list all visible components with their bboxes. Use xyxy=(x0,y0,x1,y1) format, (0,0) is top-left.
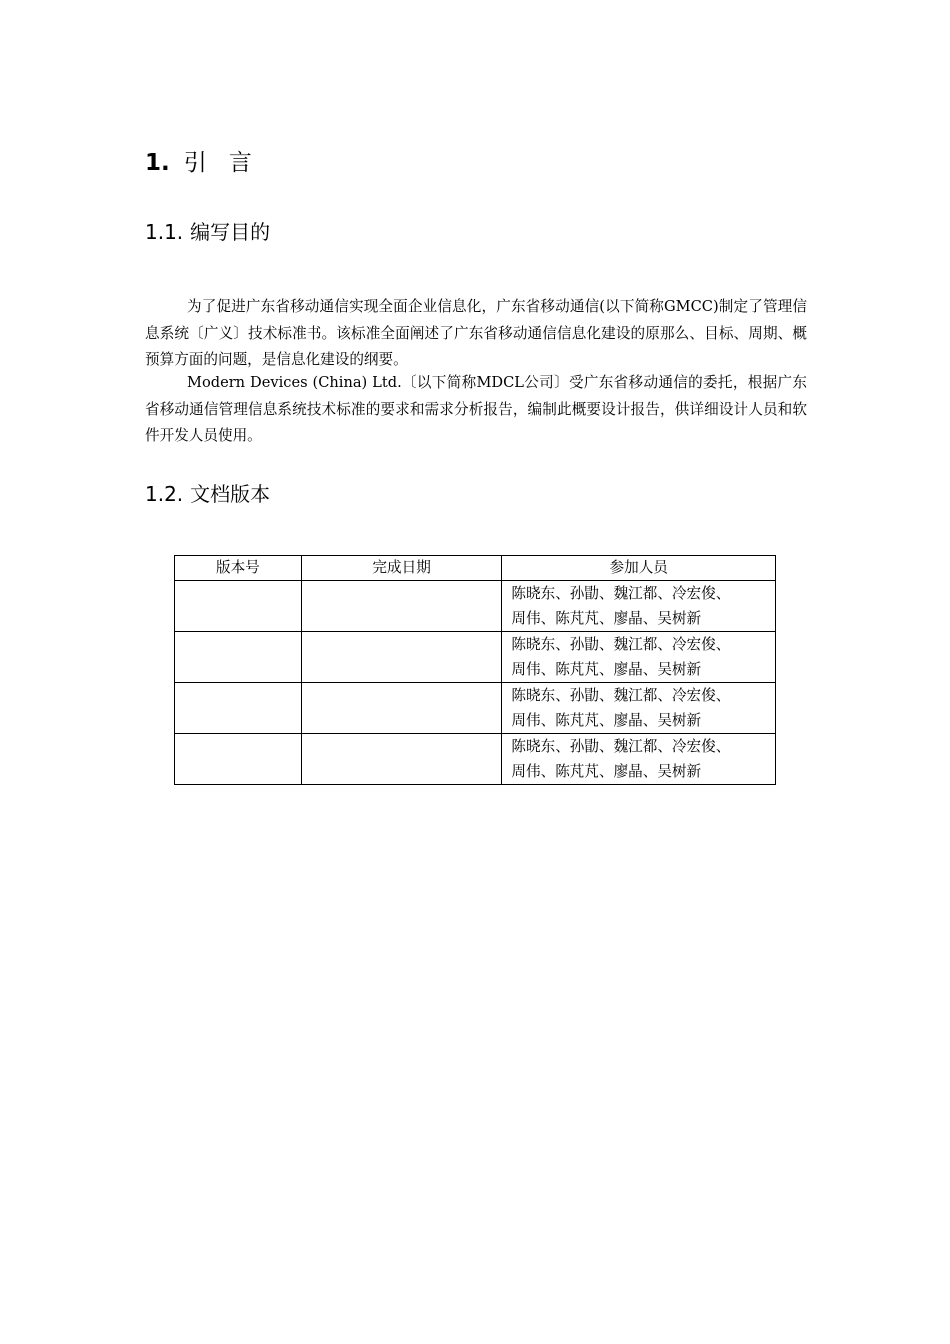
date-cell xyxy=(301,683,502,734)
date-cell xyxy=(301,734,502,785)
participants-cell xyxy=(502,632,776,683)
participants-line: 周伟、陈芃芃、廖晶、吴树新 xyxy=(511,661,702,678)
table-header-row xyxy=(175,556,776,581)
participants-line: 陈晓东、孙勖、魏江都、冷宏俊、 xyxy=(511,585,731,602)
header-date: 完成日期 xyxy=(301,556,502,581)
purpose-paragraph-1: 为了促进广东省移动通信实现全面企业信息化，广东省移动通信(以下简称GMCC)制定了管理信息系统〔广义〕技术标准书。该标准全面阐述了广东省移动通信信息化建设的原那么、目标、周期、概预算方面的问题，是信息化建设的纲要。 xyxy=(145,298,807,368)
header-version: 版本号 xyxy=(175,556,302,581)
subsection-number: 1.2. xyxy=(145,482,184,506)
table-row xyxy=(175,734,776,785)
version-cell xyxy=(175,581,302,632)
table-row xyxy=(175,683,776,734)
subsection-heading-purpose xyxy=(145,216,270,245)
participants-line: 陈晓东、孙勖、魏江都、冷宏俊、 xyxy=(511,738,731,755)
subsection-heading-version xyxy=(145,478,270,507)
version-table xyxy=(174,555,776,785)
participants-line: 周伟、陈芃芃、廖晶、吴树新 xyxy=(511,763,702,780)
section-number: 1. xyxy=(145,150,170,176)
participants-line: 陈晓东、孙勖、魏江都、冷宏俊、 xyxy=(511,636,731,653)
version-cell xyxy=(175,683,302,734)
participants-line: 陈晓东、孙勖、魏江都、冷宏俊、 xyxy=(511,687,731,704)
participants-line: 周伟、陈芃芃、廖晶、吴树新 xyxy=(511,712,702,729)
version-cell xyxy=(175,632,302,683)
subsection-number: 1.1. xyxy=(145,220,184,244)
participants-cell xyxy=(502,734,776,785)
version-cell xyxy=(175,734,302,785)
participants-line: 周伟、陈芃芃、廖晶、吴树新 xyxy=(511,610,702,627)
participants-cell xyxy=(502,581,776,632)
section-heading-intro xyxy=(145,144,274,177)
header-participants: 参加人员 xyxy=(502,556,776,581)
table-row xyxy=(175,632,776,683)
table-row xyxy=(175,581,776,632)
purpose-paragraph-2: Modern Devices (China) Ltd.〔以下简称MDCL公司〕受广东省移动通信的委托，根据广东省移动通信管理信息系统技术标准的要求和需求分析报告，编制此概要设计报告，供详细设计人员和软件开发人员使用。 xyxy=(145,374,807,444)
subsection-title: 编写目的 xyxy=(190,220,271,244)
date-cell xyxy=(301,632,502,683)
subsection-title: 文档版本 xyxy=(190,482,271,506)
participants-cell xyxy=(502,683,776,734)
section-title: 引言 xyxy=(183,150,274,176)
date-cell xyxy=(301,581,502,632)
